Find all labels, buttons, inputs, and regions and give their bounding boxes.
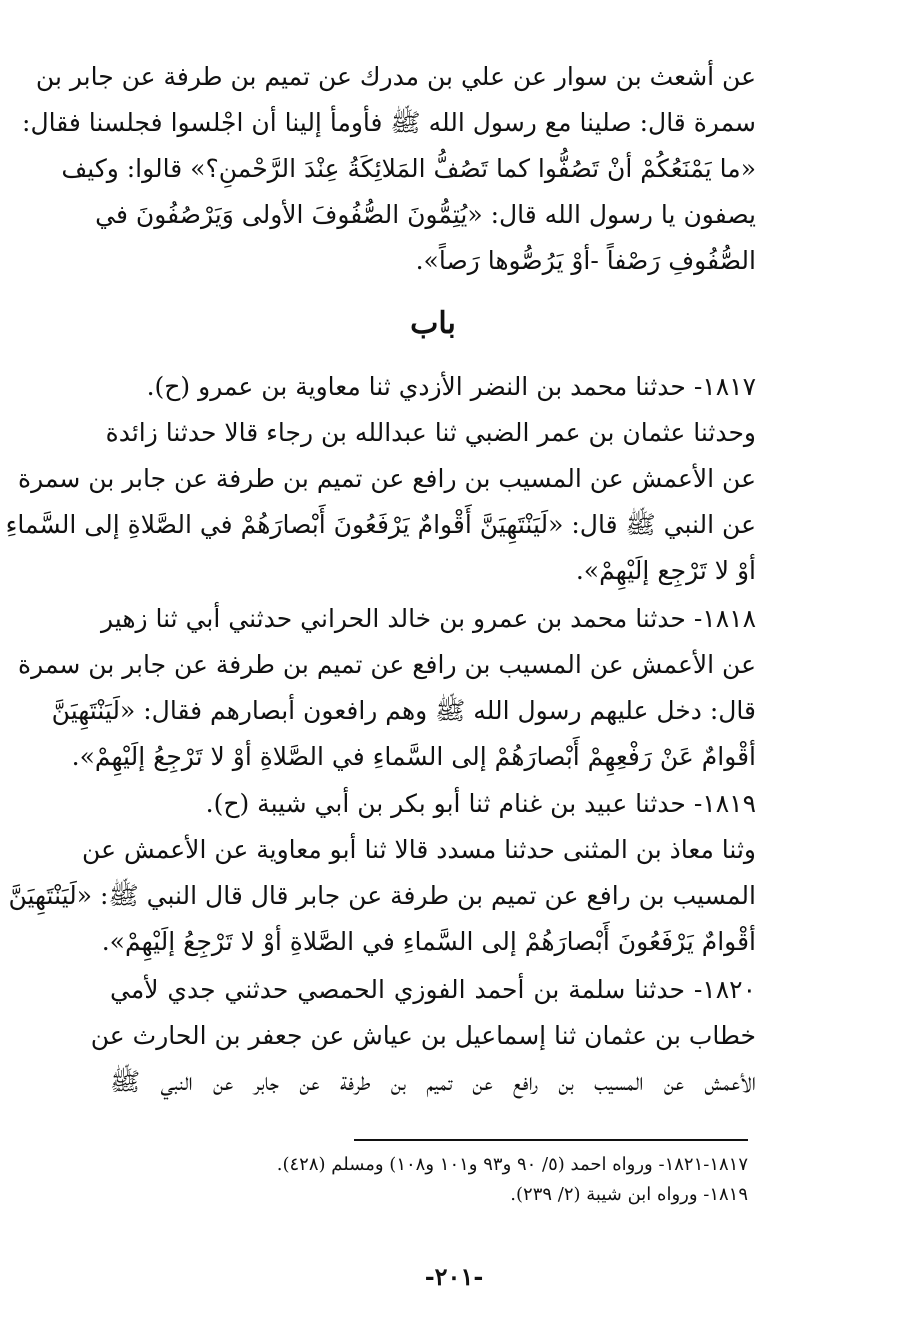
text-line: الصُّفُوفِ رَصْفاً -أوْ يَرُصُّوها رَصاً». [415, 246, 756, 275]
text-line: «ما يَمْنَعُكُمْ أنْ تَصُفُّوا كما تَصُفُّ المَلائِكَةُ عِنْدَ الرَّحْمنِ؟» قالوا: وكيف [61, 154, 756, 183]
text-line: وثنا معاذ بن المثنى حدثنا مسدد قالا ثنا أبو معاوية عن الأعمش عن [82, 835, 756, 864]
footnote: ١٨١٩- ورواه ابن شيبة (٢/ ٢٣٩). [510, 1184, 748, 1205]
text-line: قال: دخل عليهم رسول الله ﷺ وهم رافعون أبصارهم فقال: «لَيَنْتَهِيَنَّ [51, 696, 756, 725]
text-line: أقْوامٌ يَرْفَعُونَ أَبْصارَهُمْ إلى السَّماءِ في الصَّلاةِ أوْ لا تَرْجِعُ إلَيْهِمْ». [101, 927, 756, 956]
text-line: أوْ لا تَرْجِع إلَيْهِمْ». [575, 556, 756, 585]
text-line: عن أشعث بن سوار عن علي بن مدرك عن تميم بن طرفة عن جابر بن [35, 62, 756, 91]
intro-paragraph [22, 54, 756, 284]
text-line: عن النبي ﷺ قال: «لَيَنْتَهِيَنَّ أَقْوامٌ يَرْفَعُونَ أَبْصارَهُمْ في الصَّلاةِ إلى السَّماءِ [5, 510, 756, 539]
footnote: ١٨١٧-١٨٢١- ورواه احمد (٥/ ٩٠ و٩٣ و١٠١ و١٠٨) ومسلم (٤٢٨). [276, 1154, 748, 1175]
text-line: عن الأعمش عن المسيب بن رافع عن تميم بن طرفة عن جابر بن سمرة [18, 650, 756, 679]
text-line: وحدثنا عثمان بن عمر الضبي ثنا عبدالله بن رجاء قالا حدثنا زائدة [105, 418, 756, 447]
hadith-1817 [5, 364, 756, 594]
text-line: المسيب بن رافع عن تميم بن طرفة عن جابر قال قال النبي ﷺ: «لَيَنْتَهِيَنَّ [8, 881, 756, 910]
hadith-1819 [8, 781, 756, 965]
text-line: ١٨١٩- حدثنا عبيد بن غنام ثنا أبو بكر بن أبي شيبة (ح). [205, 789, 756, 818]
text-line: ١٨٢٠- حدثنا سلمة بن أحمد الفوزي الحمصي حدثني جدي لأمي [110, 975, 756, 1004]
hadith-1820 [90, 967, 756, 1105]
hadith-1818 [18, 596, 756, 780]
text-line: يصفون يا رسول الله قال: «يُتِمُّونَ الصُّفُوفَ الأولى وَيَرْصُفُونَ في [95, 200, 756, 229]
text-line: أقْوامٌ عَنْ رَفْعِهِمْ أَبْصارَهُمْ إلى السَّماءِ في الصَّلاةِ أوْ لا تَرْجِعُ إلَيْهِمْ». [71, 742, 756, 771]
text-line: سمرة قال: صلينا مع رسول الله ﷺ فأومأ إلينا أن اجْلسوا فجلسنا فقال: [22, 108, 756, 137]
text-line: ١٨١٨- حدثنا محمد بن عمرو بن خالد الحراني حدثني أبي ثنا زهير [100, 604, 756, 633]
text-line: ١٨١٧- حدثنا محمد بن النضر الأزدي ثنا معاوية بن عمرو (ح). [146, 372, 756, 401]
section-heading: باب [410, 306, 456, 341]
footnote-divider [354, 1139, 748, 1141]
footnotes [200, 1150, 748, 1210]
page-number: -٢٠١- [424, 1262, 484, 1291]
text-line: خطاب بن عثمان ثنا إسماعيل بن عياش عن جعفر بن الحارث عن [90, 1021, 756, 1050]
text-line: عن الأعمش عن المسيب بن رافع عن تميم بن طرفة عن جابر بن سمرة [18, 464, 756, 493]
text-line: الأعمش عن المسيب بن رافع عن تميم بن طرفة عن جابر عن النبي ﷺ [110, 1067, 756, 1096]
